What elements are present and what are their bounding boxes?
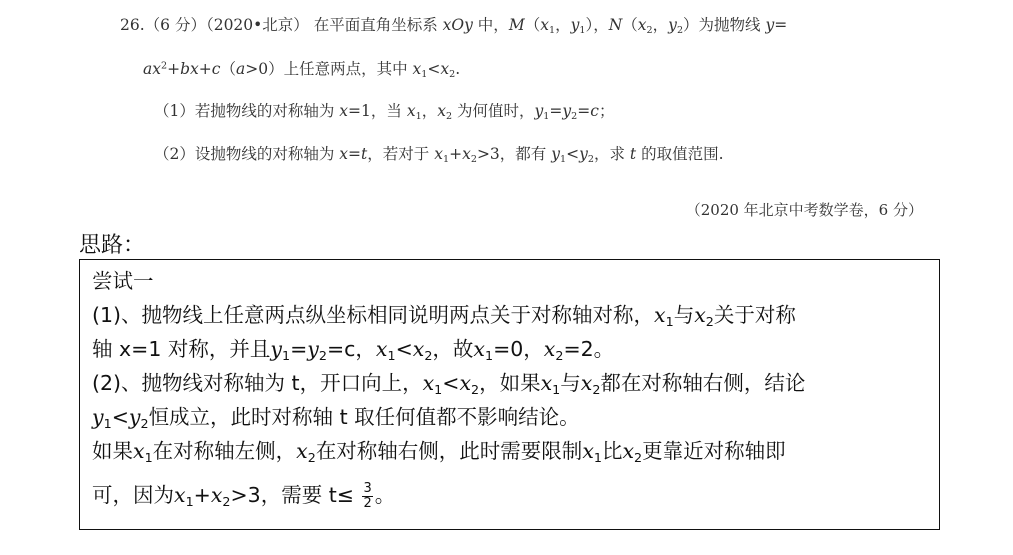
problem-number: 26. xyxy=(120,16,145,34)
solution-heading: 尝试一 xyxy=(92,269,154,293)
problem-source-tag: （2020•北京） xyxy=(205,16,309,34)
solution-line-4: $y_1<y_2$恒成立，此时对称轴 t 取任何值都不影响结论。 xyxy=(92,405,580,431)
solution-line-1: (1)、抛物线上任意两点纵坐标相同说明两点关于对称轴对称，$x_1$与$x_2$关于对称 xyxy=(92,303,796,329)
problem-part-2: （2）设抛物线的对称轴为 x=t，若对于 $x_1+x_2>3$，都有 $y_1<y_2$，求 t 的取值范围. xyxy=(154,145,724,165)
silu-label: 思路： xyxy=(79,233,146,258)
solution-box xyxy=(79,259,940,530)
solution-line-5: 如果$x_1$在对称轴左侧，$x_2$在对称轴右侧，此时需要限制$x_1$比$x_2$更靠近对称轴即 xyxy=(92,439,786,465)
source-note: （2020 年北京中考数学卷，6 分） xyxy=(685,201,923,219)
problem-line-1: 26.（6 分）（2020•北京） 在平面直角坐标系 xOy 中，$M(x_1$，$y_1$），$N(x_2$，$y_2$）为抛物线 y= xyxy=(120,16,788,36)
solution-line-6: 可，因为$x_1+x_2>3$，需要 t≤ $\frac{3}{2}$ 。 xyxy=(92,480,396,511)
problem-part-1: （1）若抛物线的对称轴为 x=1，当 $x_1$，$x_2$ 为何值时，$y_1=y_2=c$； xyxy=(154,102,615,122)
fraction-three-halves: $\frac{3}{2}$ xyxy=(363,480,372,511)
problem-score: （6 分） xyxy=(144,16,206,34)
problem-line-2: $ax^2+bx+c(a>0)$上任意两点，其中 $x_1<x_2$. xyxy=(143,60,461,80)
solution-line-3: (2)、抛物线对称轴为 t，开口向上，$x_1<x_2$，如果$x_1$与$x_2$都在对称轴右侧，结论 xyxy=(92,371,806,397)
solution-line-2: 轴 x=1 对称，并且$y_1=y_2=c$，$x_1<x_2$，故$x_1=0$，$x_2=2$。 xyxy=(92,337,615,363)
